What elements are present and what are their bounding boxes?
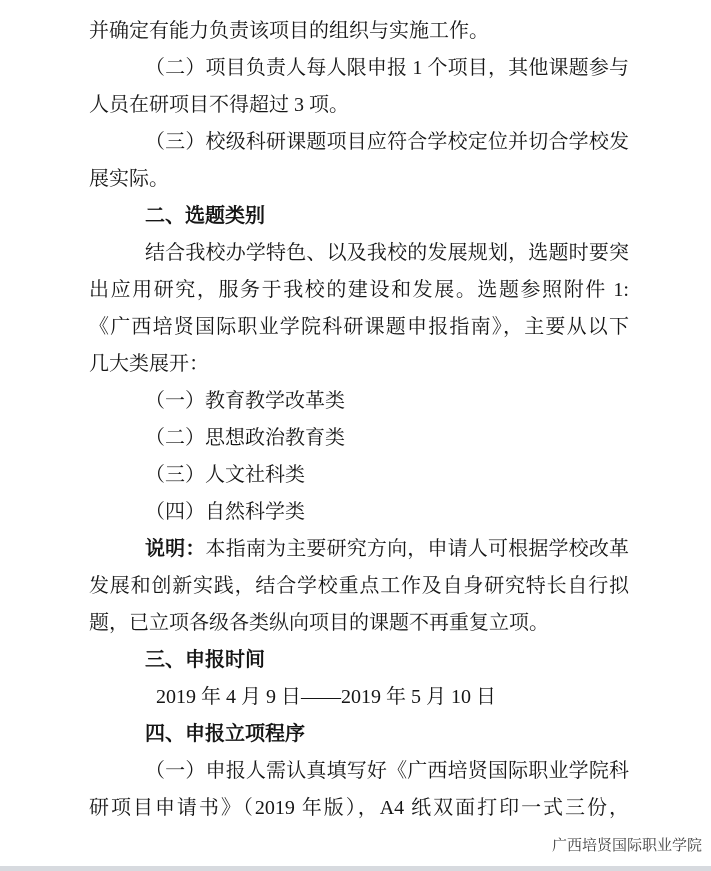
text-run: 2019 年 4 月 9 日——2019 年 5 月 10 日 [156,686,496,708]
text-run: （一）教育教学改革类 [145,390,345,412]
text-line [89,272,629,309]
text-line [89,309,629,346]
text-line [89,346,629,383]
text-run: （四）自然科学类 [145,501,305,523]
bottom-edge-bar [0,866,711,871]
text-run: （三）校级科研课题项目应符合学校定位并切合学校发 [145,131,629,153]
text-line [89,753,629,790]
text-run: 二、选题类别 [145,205,265,227]
text-run: 本指南为主要研究方向，申请人可根据学校改革 [205,538,630,560]
text-run: 发展和创新实践，结合学校重点工作及自身研究特长自行拟 [89,575,629,597]
text-run: 并确定有能力负责该项目的组织与实施工作。 [89,20,489,42]
text-line [89,87,629,124]
text-line [89,679,629,716]
text-line [89,124,629,161]
text-line [89,494,629,531]
page-footer-text: 广西培贤国际职业学院 [551,837,702,854]
text-run: 《广西培贤国际职业学院科研课题申报指南》，主要从以下 [89,316,629,338]
text-run: （一）申报人需认真填写好《广西培贤国际职业学院科 [145,760,629,782]
text-line [89,383,629,420]
heading-line [89,642,629,679]
text-run: 展实际。 [89,168,169,190]
document-body [89,13,629,827]
text-line [89,605,629,642]
bold-text-run: 说明： [145,538,206,560]
text-run: （三）人文社科类 [145,464,305,486]
text-run: 结合我校办学特色、以及我校的发展规划，选题时要突 [145,242,629,264]
text-line [89,457,629,494]
text-run: 人员在研项目不得超过 3 项。 [89,94,349,116]
text-line [89,531,629,568]
text-run: （二）项目负责人每人限申报 1 个项目，其他课题参与 [145,57,629,79]
text-run: 几大类展开： [89,353,209,375]
text-run: 题，已立项各级各类纵向项目的课题不再重复立项。 [89,612,549,634]
text-line [89,13,629,50]
heading-line [89,716,629,753]
text-run: 研项目申请书》（2019 年版），A4 纸双面打印一式三份， [89,797,629,819]
text-run: （二）思想政治教育类 [145,427,345,449]
text-run: 出应用研究，服务于我校的建设和发展。选题参照附件 1: [89,279,629,301]
text-run: 三、申报时间 [145,649,265,671]
text-run: 四、申报立项程序 [145,723,305,745]
text-line [89,50,629,87]
text-line [89,161,629,198]
heading-line [89,198,629,235]
text-line [89,420,629,457]
text-line [89,235,629,272]
text-line [89,568,629,605]
text-line [89,790,629,827]
